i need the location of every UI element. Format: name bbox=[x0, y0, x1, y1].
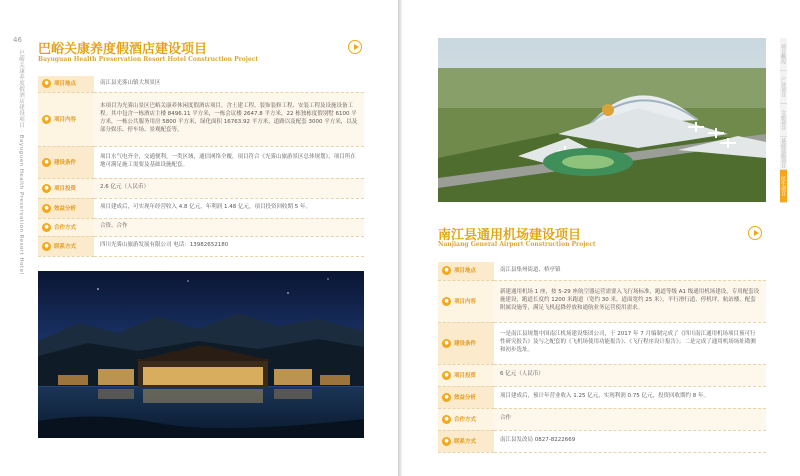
cooperation-icon: ● bbox=[42, 223, 51, 232]
location-icon: ● bbox=[42, 79, 51, 88]
airport-aerial-rendering bbox=[438, 38, 766, 202]
project-title: 南江县通用机场建设项目 bbox=[438, 228, 582, 243]
table-row: ● 联系方式 南江县发改局 0827-8222669 bbox=[438, 430, 766, 452]
condition-icon: ● bbox=[442, 339, 451, 348]
table-row: ● 建设条件 一是南江县规划中国南江机场建设集团公司，于 2017 年 7 月编制完成了《四川南江通用机场项目预可行性研究报告》及与之配套的《飞机场使用功能报告》、《飞行程序设计报告》；二是完成了通用机场场址勘测和初步选址。 bbox=[438, 322, 766, 364]
hotel-night-rendering bbox=[38, 271, 364, 438]
table-row: ● 项目投资 2.6 亿元（人民币） bbox=[38, 178, 364, 198]
table-row: ● 联系方式 四川光雾山旅游发展有限公司 电话：13982652180 bbox=[38, 236, 364, 256]
benefit-icon: ● bbox=[442, 393, 451, 402]
tab-infrastructure[interactable]: 基础设施项目 bbox=[780, 138, 786, 168]
cooperation-icon: ● bbox=[442, 415, 451, 424]
content-icon: ● bbox=[442, 297, 451, 306]
table-row: ● 项目投资 6 亿元（人民币） bbox=[438, 364, 766, 386]
project-info-table bbox=[438, 262, 766, 453]
table-row: ● 合作方式 合资、合作 bbox=[38, 218, 364, 236]
table-row: ● 项目内容 本项目为光雾山景区巴峪关康养休闲度假酒店项目，含土建工程、装饰装修工程、安装工程及设施设备工程。其中包含一栋酒店主楼 8496.11 平方米，一栋会议楼 2647.8 平方米，22 栋独栋度假别墅 6100 平方米，一栋公共服务用房 5800 平方米，绿化面积 16763.92 平方米，道路以及配套 3000 平方米，以及部分娱乐、停车场、景观配套等。 bbox=[38, 92, 364, 146]
tab-culture-tourism[interactable]: 文旅项目 bbox=[780, 104, 787, 137]
table-row: ● 效益分析 项目建成后，可实现年经营收入 4.8 亿元，年利润 1.48 亿元，项目投资回收期 5 年。 bbox=[38, 198, 364, 218]
location-icon: ● bbox=[442, 266, 451, 275]
contact-icon: ● bbox=[42, 242, 51, 251]
left-page bbox=[0, 0, 398, 476]
right-page bbox=[402, 0, 800, 476]
investment-icon: ● bbox=[42, 184, 51, 193]
page-number: 46 bbox=[13, 36, 22, 44]
table-row: ● 项目内容 新建通用机场 1 座，按 5-29 座航空器运营需要入飞行场标准，跑道等级 A1 级通用机场建设，专用配套设施建设，跑道长度约 1200 米跑道（宽约 30 米，道面宽约 25 米），平行滑行道、停机坪、航站楼、配套附属设施等，满足飞机起降停放和通航业务运营使用需求。 bbox=[438, 280, 766, 322]
play-icon[interactable] bbox=[748, 226, 762, 240]
table-row: ● 合作方式 合作 bbox=[438, 408, 766, 430]
table-row: ● 效益分析 项目建成后，预计年营业收入 1.25 亿元，实现利润 0.75 亿元，投资回收期约 8 年。 bbox=[438, 386, 766, 408]
content-icon: ● bbox=[42, 115, 51, 124]
table-row: ● 项目地点 南江县集州街道、桥亭镇 bbox=[438, 262, 766, 280]
project-info-table bbox=[38, 76, 364, 257]
tab-overview[interactable]: 项目概况 bbox=[780, 38, 787, 71]
contact-icon: ● bbox=[442, 437, 451, 446]
tab-livelihood[interactable]: 民生项目 bbox=[780, 170, 787, 203]
side-caption: 巴峪关康养度假酒店建设项目 · Bayuguan Health Preservation Resort Hotel bbox=[18, 50, 24, 275]
tab-industry[interactable]: 产业项目 bbox=[780, 71, 787, 104]
benefit-icon: ● bbox=[42, 204, 51, 213]
section-tabs bbox=[780, 38, 800, 203]
project-subtitle: Bayuguan Health Preservation Resort Hotel Construction Project bbox=[38, 56, 259, 63]
play-icon[interactable] bbox=[348, 40, 362, 54]
project-subtitle: Nanjiang General Airport Construction Project bbox=[438, 241, 596, 248]
table-row: ● 项目地点 南江县光雾山镇大坝景区 bbox=[38, 76, 364, 92]
project-title: 巴峪关康养度假酒店建设项目 bbox=[38, 42, 208, 57]
condition-icon: ● bbox=[42, 158, 51, 167]
investment-icon: ● bbox=[442, 371, 451, 380]
table-row: ● 建设条件 项目水气电齐全，交通便利，一类区域，通信网络全覆，项目符合《光雾山旅游景区总体规划》，项目所在地可满足施工需要及基础设施配套。 bbox=[38, 146, 364, 178]
